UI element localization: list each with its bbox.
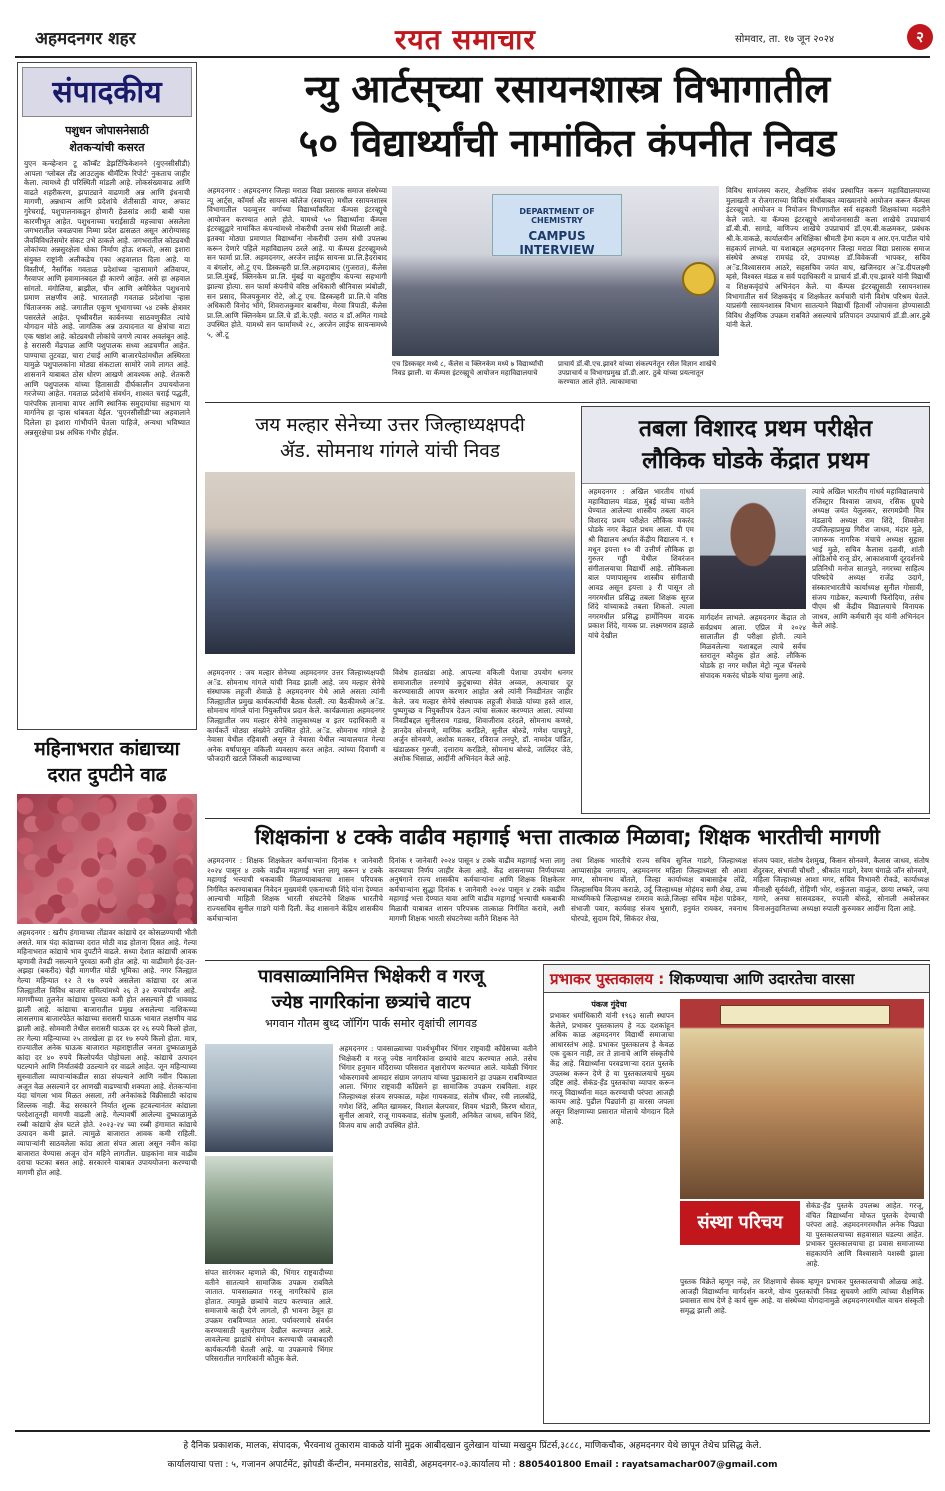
onion-body: अहमदनगर : खरीप हंगामाच्या तोंडावर कांद्याचे दर कोसळण्याची भीती असते. मात्र यंदा कांद्याच्या दरात मोठी वाढ होताना दिसत आहे. गेल्या महिनाभरात कांद्याचे भाव दुपटीने वाढले. सध्या देशात कांद्याची आवक म्हणावी तेवढी नसल्याने पुरवठा कमी होत आहे. या वाढीमागे ईद-उल-अझहा (बकरीद) चेही मागणीत मोठी भूमिका आहे. नगर जिल्ह्यात गेल्या महिन्यात १२ ते १७ रुपये असलेला कांद्याचा दर आज जिल्ह्यातील विविध बाजार समित्यांमध्ये २६ ते ३२ रुपयांपर्यंत आहे. मागणीच्या तुलनेत कांद्याचा पुरवठा कमी होत असल्याने ही भाववाढ झाली आहे. कांद्याचा बाजारातील प्रमुख असलेल्या नाशिकच्या लासलगाव बाजारपेठेत कांद्याच्या सरासरी घाऊक भावात लक्षणीय वाढ झाली आहे. सोमवारी तेथील सरासरी घाऊक दर २६ रुपये किलो होता, तर गेल्या महिन्याच्या २५ तारखेला हा दर १७ रुपये किलो होता. मात्र, राज्यातील अनेक घाऊक बाजारात महाराष्ट्रातील जनता दुष्काळामुळे कांदा दर ४० रुपये किलोपर्यंत पोहोचला आहे. कांद्याचे उत्पादन घटल्याने आणि निर्यातबंदी उठल्याने दर वाढले आहेत. जून महिन्याच्या सुरुवातीला व्यापाऱ्यांकडील साठा संपल्याने आणि नवीन पिकाला अजून वेळ असल्याने दर आणखी वाढण्याची शक्यता आहे. शेतकऱ्यांना यंदा चांगला भाव मिळत असला, तरी अनेकांकडे विक्रीसाठी कांदाच शिल्लक नाही. केंद्र सरकारने निर्यात शुल्क हटवल्यानंतर कांद्याला परदेशातूनही मागणी वाढली आहे. गेल्यावर्षी आलेल्या दुष्काळामुळे रब्बी कांद्याचे क्षेत्र घटले होते. २०२३-२४ च्या रब्बी हंगामात कांद्याचे उत्पादन कमी झाले. त्यामुळे बाजारात आवक कमी राहिली. व्यापाऱ्यांनी साठवलेला कांदा आता संपत आला असून नवीन कांदा बाजारात येण्यास अजून दोन महिने लागतील. ग्राहकांना मात्र वाढीव दराचा फटका बसत आहे. सरकारने याबाबत उपाययोजना करण्याची मागणी होत आहे.: [17, 928, 197, 1177]
malhar-col-2: विशेष हातखंडा आहे. आपल्या वकिली पेशाचा उपयोग धनगर समाजातील तरुणांचे कुटुंबाच्या सेवेत अव्वल, अत्याचार दूर करण्यासाठी आपण करणार आहोत असे त्यांनी निवडीनंतर जाहीर केले. जय मल्हार सेनेचे संस्थापक लहूजी शेवाळे यांच्या हस्ते शाल, पुष्पगुच्छ व नियुक्तीपत्र देऊन त्यांचा सत्कार करण्यात आला. त्यांच्या निवडीबद्दल सुनीलराव गडाख, शिवाजीराव दरंदले, सोमनाथ कणसे, ज्ञानदेव सोनवणे, माणिक करडिले, सुनील बोरुडे, गणेश पाचपुते, अर्जुन सोनवणे, अशोक मतकर, रविराज तनपुरे, डॉ. नामदेव पांडित, खंडाळकर गुरुजी, दत्ताराय करडिले, सोमनाथ बोरुडे, जालिंदर जेठे, अशोक भिसाळ, आदींनी अभिनंदन केले आहे.: [393, 668, 573, 764]
onion-title-1: महिनाभरात कांद्याच्या: [34, 738, 180, 760]
library-author: पंकज गुंदेचा: [591, 1000, 627, 1009]
tabla-title-1: तबला विशारद प्रथम परीक्षेत: [638, 416, 873, 442]
library-photo: [680, 999, 924, 1199]
lead-col-3: विविध सामंजस्य करार, शैक्षणिक संबंध प्रस्थापित करून महाविद्यालयाच्या मुलाखती व रोजगाराच्या विविध संधींबाबत व्याख्यानांचे आयोजन करून कॅम्पस इंटरव्ह्यूचे आयोजन व नियोजन विभागातील सर्व सहकारी शिक्षकांच्या मदतीने केले जाते. या कॅम्पस इंटरव्ह्यूचे आयोजनासाठी कला शाखेचे उपप्राचार्य डॉ.बी.बी. सागडे, वाणिज्य शाखेचे उपप्राचार्य डॉ.एम.बी.कळमकर, प्रबंधक श्री.के.वाकळे, कार्यालयीन अधिक्षिका श्रीमती हेमा कदम व आर.एन.पाटील यांचे सहकार्य लाभले. या यशाबद्दल अहमदनगर जिल्हा मराठा विद्या प्रसारक समाज संस्थेचे अध्यक्ष रामचंद्र दरे, उपाध्यक्ष डॉ.विवेकजी भापकर, सचिव अॅड.विश्वासराव आठरे, सहसचिव जयंत वाघ, खजिनदार अॅड.दीपलक्ष्मी म्हसे, विश्वस्त मंडळ व सर्व पदाधिकारी व प्राचार्य डॉ.बी.एच.झावरे यांनी विद्यार्थी व शिक्षकवृंदांचे अभिनंदन केले. या कॅम्पस इंटरव्ह्यूसाठी रसायनशास्त्र विभागातील सर्व शिक्षकवृंद व शिक्षकेतर कर्मचारी यांनी विशेष परिश्रम घेतले. याप्रसंगी रसायनशास्त्र विभाग सातत्याने विद्यार्थी हितार्थी जोपासना होण्यासाठी विविध शैक्षणिक उपक्रम राबविते असल्याचे प्रतिपादन उपप्राचार्य डॉ.डी.आर.ठुबे यांनी केले.: [726, 186, 930, 330]
editorial-title-1: पशुधन जोपासनेसाठी: [65, 124, 149, 137]
teachers-col-4: संजय पवार, संतोष देशमुख, किसन सोनवणे, कैलास जाधव, संतोष शेंदुरकर, संभाजी चौधरी , श्रीकांत गाडगे, रेवण घंगाळे जॉन सोनवणे, महिला जिल्हाध्यक्ष आशा मगर, सचिव विभावरी रोकडे, कार्याध्यक्ष मीनाक्षी सूर्यवंशी, रोहिणी भोर, शकुंतला वाळुंज, छाया लष्करे, जया गागरे, अनघा सासवडकर, रुपाली बोरुडे, सोनाली अकोलकर विनाअनुदानितच्या अध्यक्षा रुपाली कुरुमकर आदींना दिला आहे.: [753, 856, 929, 913]
address-text: कार्यालयाचा पत्ता : ५, गजानन अपार्टमेंट, झोपडी कॅन्टीन, मनमाडरोड, सावेडी, अहमदनगर-०३.कार्यालय मो :: [167, 1460, 516, 1470]
section-name: अहमदनगर शहर: [35, 29, 136, 49]
malhar-photo: [205, 472, 575, 654]
teachers-col-2: दिनांक १ जानेवारी २०२४ पासून ४ टक्के वाढीव महागाई भत्ता लागू करण्याचा निर्णय जाहीर केला आहे. केंद्र शासनाच्या निर्णयाच्या अनुषंगाने राज्य शासकीय कर्मचाऱ्यांना आणि शिक्षक शिक्षकेतर कर्मचाऱ्यांना सुद्धा दिनांक १ जानेवारी २०२४ पासून ४ टक्के वाढीव महागाई भत्ता देण्यात यावा आणि वाढीव महागाई भत्त्याची थकबाकी मिळावी याबाबत शासन परिपत्रक तात्काळ निर्गमित करावे, अशी मागणी शिक्षक भारती संघटनेच्या वतीने शिक्षक नेते: [389, 856, 565, 923]
editorial-label-box: [22, 67, 192, 117]
lead-headline-2: ५० विद्यार्थ्यांची नामांकित कंपनीत निवड: [298, 121, 837, 165]
lead-caption-1: एच डिस्कव्हर मध्ये ८, कॅलेस व क्लिनकेम मध्ये ७ विद्यार्थ्यांची निवड झाली. या कॅम्पस इंटरव्ह्यूचे आयोजन महाविद्यालयाचे: [392, 360, 544, 377]
library-col-1: प्रभाकर धर्माधिकारी यांनी १९६३ साली स्थापन केलेले, प्रभाकर पुस्तकालय हे नऊ दशकांहून अधिक काळ अहमदनगर विद्यार्थी समाजाचा आधारस्तंभ आहे. प्रभाकर पुस्तकालय हे केवळ एक दुकान नाही, तर ते ज्ञानाचे आणि संस्कृतीचे केंद्र आहे. विद्यार्थ्यांना परवडणाऱ्या दरात पुस्तके उपलब्ध करून देणे हे या पुस्तकालयाचे मुख्य उद्दिष्ट आहे. सेकंड-हँड पुस्तकांचा व्यापार करून गरजू विद्यार्थ्यांना मदत करण्याची परंपरा आजही कायम आहे. पुढील पिढ्यांनी हा वारसा जपला असून शिक्षणाच्या प्रसारात मोलाचे योगदान दिले आहे.: [550, 1011, 674, 1126]
malhar-title-1: जय मल्हार सेनेच्या उत्तर जिल्हाध्यक्षपदी: [255, 414, 525, 436]
onion-title-2: दरात दुपटीने वाढ: [47, 764, 167, 786]
imprint-line: हे दैनिक प्रकाशक, मालक, संपादक, भैरवनाथ तुकाराम वाकळे यांनी मुद्रक आबीदखान दुलेखान यांच्या मखदुम प्रिंटर्स,३८८८, माणिकचौक, अहमदनगर येथे छापून तेथेच प्रसिद्ध केले.: [183, 1441, 762, 1451]
tabla-col-2a: मार्गदर्शन लाभले. अहमदनगर केंद्रात तो सर्वप्रथम आला. एप्रिल मे २०२४ सालातील ही परीक्षा होती. त्याने मिळवलेल्या यशाबद्दल त्याचे सर्वच स्तरातून कौतुक होत आहे. लौकिक घोडके हा नगर मधील मेट्रो न्यूज चॅनलचे संपादक मकरंद घोडके यांचा मुलगा आहे.: [700, 613, 806, 680]
malhar-article: [205, 406, 575, 814]
library-article: [543, 964, 930, 1424]
lead-col-1: अहमदनगर : अहमदनगर जिल्हा मराठा विद्या प्रसारक समाज संस्थेच्या न्यू आर्ट्स, कॉमर्स अँड सायन्स कॉलेज (स्वायत्त) मधील रसायनशास्त्र विभागातील पदव्युत्तर वर्गाच्या विद्यार्थ्यांकरिता कॅम्पस इंटरव्ह्यूचे आयोजन करण्यात आले होते. यामध्ये ५० विद्यार्थ्यांना कॅम्पस इंटरव्ह्यूद्वारे नामांकित कंपन्यांमध्ये नोकरीची उत्तम संधी मिळाली आहे. इतक्या मोठ्या प्रमाणात विद्यार्थ्यांना नोकरीची उत्तम संधी उपलब्ध करून देणारे पहिले महाविद्यालय ठरले आहे. या कॅम्पस इंटरव्ह्यूमध्ये सन फार्मा प्रा.लि. अहमदनगर, अरजेन लाईफ सायन्स प्रा.लि.हैदराबाद व बंगलोर, ओ.टू एच. डिस्कव्हरी प्रा.लि.अहमदाबाद (गुजरात), कॅलेस प्रा.लि.मुंबई, क्लिनकेम प्रा.लि. मुंबई या बहुराष्ट्रीय कंपन्या सहभागी झाल्या होत्या. सन फार्मा कंपनीचे वरिष्ठ अधिकारी श्रीनिवास त्र्यंबोळी, सन प्रसाद, विजयकुमार रोटे, ओ.टू एच. डिस्कव्हरी प्रा.लि.चे वरिष्ठ अधिकारी विनोद भोंगे, शिवराजकुमार बाबरीया, मेरवा त्रिपाठी, कॅलेस प्रा.लि.आणि क्लिनकेम प्रा.लि.चे डॉ.के.एही. वराठ व डॉ.अमित गावडे उपस्थित होते. यामध्ये सन फार्मामध्ये २८, अरजेन लाईफ सायन्समध्ये ५, ओ.टू: [207, 186, 387, 339]
library-badge: संस्था परिचय: [680, 1201, 800, 1245]
shop-signboard: [720, 1005, 890, 1025]
tabla-col-3: त्याचे अखिल भारतीय गांधर्व महाविद्यालयाचे रजिस्ट्रार विश्वास जाधव, रसिक ग्रुपचे अध्यक्ष जयंत येलुलकर, सरगमप्रेमी मित्र मंडळाचे अध्यक्ष राम शिंदे, शिवसेना उपजिल्हाप्रमुख गिरीश जाधव, मंदार मुळे, जागरूक नागरिक मंचाचे अध्यक्ष सुहास भाई मुळे, सचिव कैलास दळवी, शांती ओडिओचे राजू डोर, आकाशवाणी दूरदर्शनचे प्रतिनिधी मनोज सातपुते, नगरच्या साहित्य परिषदेचे अध्यक्ष राजेंद्र उदागे, संस्कारभारतीचे कार्याध्यक्ष सुनील गोसावी, संजय गाडेकर, कल्याणी फिरोदिया, तसेच पीएम श्री केंद्रीय विद्यालयाचे विनायक जाधव, आणि कर्मचारी वृंद यांनी अभिनंदन केले आहे.: [812, 487, 924, 631]
masthead: [15, 18, 930, 58]
library-col-3: पुस्तक विक्रेते म्हणून नव्हे, तर शिक्षणाचे सेवक म्हणून प्रभाकर पुस्तकालयाची ओळख आहे. आजही विद्यार्थ्यांना मार्गदर्शन करणे, योग्य पुस्तकांची निवड सुचवणे आणि त्यांच्या शैक्षणिक प्रवासात साथ देणे हे कार्य सुरू आहे. या संस्थेच्या योगदानामुळे अहमदनगरमधील वाचन संस्कृती समृद्ध झाली आहे.: [680, 1277, 924, 1315]
library-col-2: सेकंड-हँड पुस्तके उपलब्ध आहेत. गरजू, वंचित विद्यार्थ्यांना मोफत पुस्तके देण्याची परंपरा आहे. अहमदनगरमधील अनेक पिढ्या या पुस्तकालयाच्या सहवासात घडल्या आहेत. प्रभाकर पुस्तकालयाचा हा प्रवास समाजाच्या सहकार्याने आणि विश्वासाने यशस्वी झाला आहे.: [806, 1201, 924, 1268]
editorial-column: [17, 62, 197, 730]
footer: [15, 1430, 930, 1480]
email-address[interactable]: rayatsamachar007@gmail.com: [621, 1460, 778, 1470]
teachers-col-1: अहमदनगर : शिक्षक शिक्षकेतर कर्मचाऱ्यांना दिनांक १ जानेवारी २०२४ पासून ४ टक्के वाढीव महागाई भत्ता लागू करून ४ टक्के महागाई भत्त्याची थकबाकी मिळण्याबाबतचा शासन परिपत्रक निर्गमित करण्याबाबत निवेदन मुख्यमंत्री एकनाथजी शिंदे यांना देण्यात आल्याची माहिती शिक्षक भारती संघटनेचे शिक्षक भारतीचे राज्यसचिव सुनील गाडगे यांनी दिली. केंद्र शासनाने केंद्रिय शासकीय कर्मचाऱ्यांना: [207, 856, 383, 923]
rain-subtitle: भगवान गौतम बुध्द जॉगिंग पार्क समोर वृक्षांची लागवड: [265, 1017, 477, 1030]
library-title-1: प्रभाकर पुस्तकालय :: [550, 970, 665, 988]
divider: [205, 818, 930, 819]
teachers-col-3: तथा शिक्षक भारतीचे राज्य सचिव सुनिल गाडगे, जिल्हाध्यक्ष आप्पासाहेब जगताप, अहमदनगर महिला जिल्हाध्यक्षा सौ आशा मगर, सोमनाथ बोंतले, जिल्हा कार्याध्यक्ष बाबासाहेब लोंढे, जिल्हासचिव विजय कराळे, उर्दू जिल्हाध्यक्ष मोहंमद समी शेख, उच्च माध्यमिकचे जिल्हाध्यक्ष रामराव काळे,जिल्हा सचिव महेश पाडेकर, संभाजी पवार, कार्यवाह संजय भुसारी, हनुमंत रायकर, नवनाथ घोरपडे, सुदाम दिघे, सिकंदर शेख,: [571, 856, 747, 923]
page-number: २: [907, 24, 933, 50]
phone-number: 8805401800: [518, 1460, 582, 1470]
rain-article: [205, 964, 537, 1424]
rain-title-1: पावसाळ्यानिमित्त भिक्षेकरी व गरजू: [258, 966, 484, 987]
seal-emblem: [682, 262, 716, 296]
campus-banner: DEPARTMENT OF CHEMISTRY CAMPUS INTERVIEW: [492, 194, 622, 256]
issue-date: सोमवार, ता. १७ जून २०२४: [735, 34, 835, 45]
editorial-label: संपादकीय: [52, 75, 162, 110]
editorial-title-2: शेतकऱ्यांची कसरत: [69, 141, 145, 154]
lead-caption-2: प्राचार्य डॉ.बी.एच.झावरे यांच्या संकल्पनेतून रसेल विज्ञान शाखेचे उपप्राचार्य व विभागप्रमुख डॉ.डी.आर. ठुबे यांच्या प्रयत्नातून करण्यात आले होते. त्याकामाचा: [558, 360, 717, 386]
divider: [205, 960, 930, 961]
lead-photo: [392, 186, 719, 356]
library-title-2: शिकण्याचा आणि उदारतेचा वारसा: [669, 970, 855, 988]
teachers-headline: शिक्षकांना ४ टक्के वाढीव महागाई भत्ता तात्काळ मिळावा; शिक्षक भारतीची मागणी: [255, 825, 880, 849]
malhar-col-1: अहमदनगर : जय मल्हार सेनेच्या अहमदनगर उत्तर जिल्हाध्यक्षपदी अॅड. सोमनाथ गांगले यांची निवड झाली आहे. जय मल्हार सेनेचे संस्थापक लहूजी शेवाळे हे अहमदनगर येथे आले असता त्यांनी जिल्ह्यातील प्रमुख कार्यकर्त्यांची बैठक घेतली. त्या बैठकीमध्ये अॅड. सोमनाथ गांगले यांना नियुक्तीपत्र प्रदान केले. कार्यक्रमाला अहमदनगर जिल्ह्यातील जय मल्हार सेनेचे तालुकाध्यक्ष व इतर पदाधिकारी व कार्यकर्ते मोठ्या संख्येने उपस्थित होते. अॅड. सोमनाथ गांगले हे नेवासा येथील रहिवासी असून ते नेवासा येथील न्यायालयात गेल्या अनेक वर्षापासून वकिली व्यवसाय करत आहेत. त्यांच्या दिवाणी व फौजदारी खटले जिंकली काढण्याच्या: [207, 668, 385, 764]
tabla-article: [581, 406, 930, 814]
editorial-body: युएन कन्व्हेन्शन टू कॉम्बॅट डेझर्टिफिकेशनने (युएनसीसीडी) आपला 'ग्लोबल लँड आउटलुक थीमॅटिक रिपोर्ट' नुकताच जाहीर केला. त्यामध्ये ही परिस्थिती मांडली आहे. लोकसंख्यावाढ आणि वाढते शहरीकरण, झपाट्याने वाढणारी अन्न आणि इंधनाची मागणी, अन्नधान्य आणि प्रदेशांचे शेतीसाठी वापर, अफाट गुरेचराई, पशुपालनाकडून होणारी हेळसांड आदी बाबी यास कारणीभूत आहेत. पशुधनाच्या चराईसाठी महत्त्वाचा असलेला जगभरातील जवळपास निम्मा प्रदेश ढासळत असून आरोग्यासह जैवविविधतेसमोर संकट उभे ठाकले आहे. जगभरातील कोट्यवधी लोकांच्या अन्नसुरक्षेला धोका निर्माण होऊ शकतो, असा इशारा संयुक्त राष्ट्रांनी अलीकडेच एका अहवालात दिला आहे. या विस्तीर्ण, नैसर्गिक गवताळ प्रदेशांच्या ऱ्हासामागे अतिवापर, गैरवापर आणि हवामानबदल ही कारणे आहेत. असे हा अहवाल सांगतो. मंगोलिया, ब्राझील, चीन आणि अमेरिकेत पशुधनाचे प्रमाण लक्षणीय आहे. भारतातही गवताळ प्रदेशांचा ऱ्हास चिंताजनक आहे. जगातील एकूण भूभागाच्या ५४ टक्के क्षेत्रावर पसरलेले आहेत. पृथ्वीवरील कार्बनच्या साठवणुकीत त्यांचे योगदान मोठे आहे. जागतिक अन्न उत्पादनात या क्षेत्रांचा वाटा एक षष्ठांश आहे. कोट्यवधी लोकांचे जगणे त्यावर अवलंबून आहे. हे सरासरी मेंढपाळ आणि पशुपालक सध्या अडचणीत आहेत. पाण्याचा तुटवडा, चारा टंचाई आणि बाजारपेठांमधील अस्थिरता यामुळे पशुपालकांना मोठ्या संकटाला सामोरे जावे लागत आहे. शासनाने याबाबत ठोस धोरण आखणे आवश्यक आहे. शेतकरी आणि पशुपालक यांच्या हितासाठी दीर्घकालीन उपाययोजना गरजेच्या आहेत. गवताळ प्रदेशांचे संवर्धन, शाश्वत चराई पद्धती, पारंपरिक ज्ञानाचा वापर आणि स्थानिक समुदायांचा सहभाग या मार्गानेच हा ऱ्हास थांबवता येईल. 'युएनसीसीडी'च्या अहवालाने दिलेला हा इशारा गांभीर्याने घेतला पाहिजे, अन्यथा भविष्यात अन्नसुरक्षेचा प्रश्न अधिक गंभीर होईल.: [24, 159, 190, 437]
paper-name: रयत समाचार: [395, 23, 536, 56]
tabla-title-2: लौकिक घोडके केंद्रात प्रथम: [642, 448, 869, 474]
rain-photo-2: [205, 1156, 333, 1264]
divider: [205, 402, 930, 403]
tabla-portrait: [700, 489, 806, 609]
onion-photo: [17, 794, 197, 924]
rain-col-1: अहमदनगर : पावसाळ्याच्या पार्श्वभूमीवर भिंगार राष्ट्रवादी काँग्रेसच्या वतीने भिक्षेकरी व गरजू ज्येष्ठ नागरिकांना छत्र्यांचे वाटप करण्यात आले. तसेच भिंगार हनुमान मंदिराच्या परिसरात वृक्षारोपण करण्यात आले. यावेळी भिंगार भोकरगावचे आमदार संग्राम जगताप यांच्या पुढाकाराने हा उपक्रम राबविण्यात आला. भिंगार राष्ट्रवादी काँग्रेसने हा सामाजिक उपक्रम राबविला. शहर जिल्हाध्यक्ष संजय सपकाळ, महेश गायकवाड, संतोष धीवर, रवी लालबोंद्रे, गणेश शिंदे, अमित खामकर, विशाल बेलपवार, शिवम भंडारी, किरण थोरात, सुनील आवारे, राजू गायकवाड, संतोष फुलारी, अनिकेत जाधव, सचिन शिंदे, विजय वाघ आदी उपस्थित होते.: [339, 1044, 537, 1130]
library-heading: [544, 965, 929, 993]
rain-col-2: संपत सारंगकर म्हणाले की, भिंगार राष्ट्रवादीच्या वतीने सातत्याने सामाजिक उपक्रम राबविले जातात. पावसाळ्यात गरजू नागरिकांचे हाल होतात. त्यामुळे छत्र्यांचे वाटप करण्यात आले. समाजाचे काही देणे लागतो, ही भावना ठेवून हा उपक्रम राबविण्यात आला. पर्यावरणाचे संवर्धन करण्यासाठी वृक्षारोपण देखील करण्यात आले. लावलेल्या झाडांचे संगोपन करण्याची जबाबदारी कार्यकर्त्यांनी घेतली आहे. या उपक्रमाचे भिंगार परिसरातील नागरिकांनी कौतुक केले.: [205, 1268, 333, 1364]
malhar-title-2: ॲड. सोमनाथ गांगले यांची निवड: [280, 440, 500, 462]
tabla-heading-box: [582, 407, 929, 484]
rain-title-2: ज्येष्ठ नागरिकांना छत्र्यांचे वाटप: [271, 992, 471, 1013]
tabla-col-1: अहमदनगर : अखिल भारतीय गांधर्व महाविद्यालय मंडळ, मुंबई यांच्या वतीने घेण्यात आलेल्या शास्त्रीय तबला वादन विशारद प्रथम परीक्षेत लौकिक मकरंद घोडके नगर केंद्रात प्रथम आला. पी एम श्री विद्यालय अर्थात केंद्रीय विद्यालय नं. १ मधून इयत्ता १० वी उत्तीर्ण लौकिक हा गुरुतर गड्डी येथील शिवरंजन संगीतालयाचा विद्यार्थी आहे. लौकिकला बाल पणापासूनच शास्त्रीय संगीताची आवड असून इयत्ता ३ री पासून तो नगरमधील प्रसिद्ध तबला शिक्षक सूरज शिंदे यांच्याकडे तबला शिकतो. त्याला नगरमधील प्रसिद्ध हार्मोनियम वादक प्रकाश शिंदे, गायक प्रा. लक्ष्मणराव डहाळे यांचे देखील: [588, 487, 694, 640]
address-line: [15, 1457, 930, 1470]
rain-photo-1: [205, 1044, 333, 1152]
lead-headline-1: न्यु आर्टस्‌च्या रसायनशास्त्र विभागातील: [304, 67, 831, 111]
email-label: Email :: [584, 1460, 619, 1470]
onion-article: [17, 736, 197, 1426]
